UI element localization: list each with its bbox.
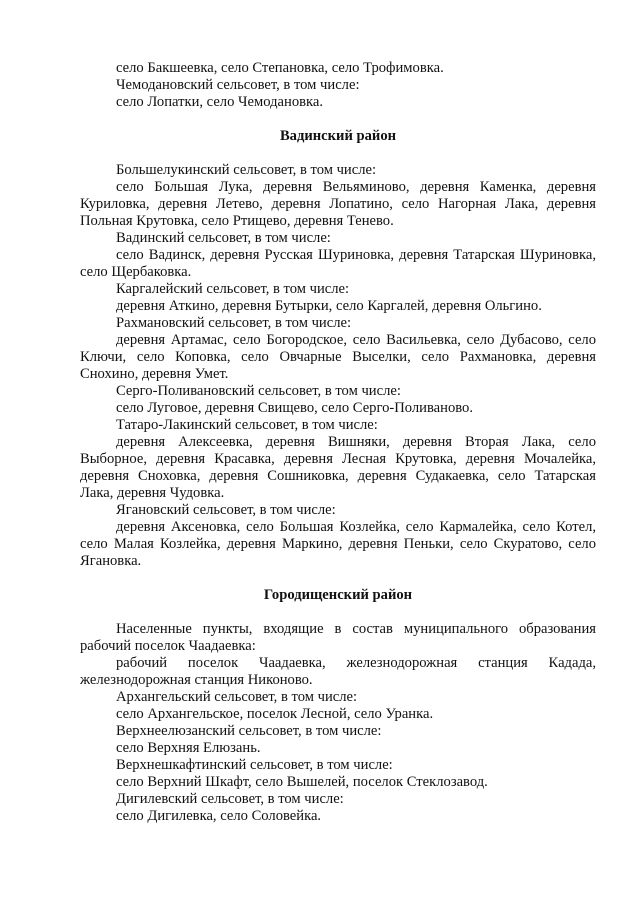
council-line: Дигилевский сельсовет, в том числе: bbox=[116, 791, 344, 807]
council-line: Большелукинский сельсовет, в том числе: bbox=[116, 162, 377, 178]
section-heading-gorodishchensky: Городищенский район bbox=[263, 587, 413, 603]
settlement-list: село Луговое, деревня Свищево, село Серго-Поливаново. bbox=[116, 400, 474, 416]
text-line: село Бакшеевка, село Степановка, село Трофимовка. bbox=[116, 60, 444, 76]
municipality-line: Населенные пункты, входящие в состав муниципального образования рабочий поселок Чаадаевка: bbox=[80, 621, 596, 654]
council-line: Татаро-Лакинский сельсовет, в том числе: bbox=[116, 417, 378, 433]
council-line: Вадинский сельсовет, в том числе: bbox=[116, 230, 331, 246]
text-line: село Лопатки, село Чемодановка. bbox=[116, 94, 324, 110]
settlement-list: село Верхний Шкафт, село Вышелей, поселок Стеклозавод. bbox=[116, 774, 488, 790]
council-line: Ягановский сельсовет, в том числе: bbox=[116, 502, 336, 518]
settlement-list: деревня Аткино, деревня Бутырки, село Каргалей, деревня Ольгино. bbox=[116, 298, 542, 314]
settlement-list: село Верхняя Елюзань. bbox=[116, 740, 261, 756]
settlement-list: село Архангельское, поселок Лесной, село Уранка. bbox=[116, 706, 434, 722]
settlement-list: село Дигилевка, село Соловейка. bbox=[116, 808, 322, 824]
settlement-list: рабочий поселок Чаадаевка, железнодорожная станция Кадада, железнодорожная станция Никоново. bbox=[80, 655, 596, 688]
document-page bbox=[80, 60, 596, 825]
text-line: Чемодановский сельсовет, в том числе: bbox=[116, 77, 360, 93]
settlement-list: деревня Артамас, село Богородское, село Васильевка, село Дубасово, село Ключи, село Коповка, село Овчарные Выселки, село Рахмановка, деревня Снохино, деревня Умет. bbox=[80, 332, 596, 382]
council-line: Серго-Поливановский сельсовет, в том числе: bbox=[116, 383, 401, 399]
council-line: Рахмановский сельсовет, в том числе: bbox=[116, 315, 352, 331]
settlement-list: село Вадинск, деревня Русская Шуриновка, деревня Татарская Шуриновка, село Щербаковка. bbox=[80, 247, 596, 280]
section-heading-vadinsky: Вадинский район bbox=[279, 128, 397, 144]
council-line: Верхнешкафтинский сельсовет, в том числе: bbox=[116, 757, 393, 773]
council-line: Верхнеелюзанский сельсовет, в том числе: bbox=[116, 723, 382, 739]
council-line: Архангельский сельсовет, в том числе: bbox=[116, 689, 358, 705]
council-line: Каргалейский сельсовет, в том числе: bbox=[116, 281, 350, 297]
settlement-list: деревня Аксеновка, село Большая Козлейка, село Кармалейка, село Котел, село Малая Козлейка, деревня Маркино, деревня Пеньки, село Скуратово, село Ягановка. bbox=[80, 519, 596, 569]
settlement-list: деревня Алексеевка, деревня Вишняки, деревня Вторая Лака, село Выборное, деревня Красавка, деревня Лесная Крутовка, деревня Мочалейка, деревня Сноховка, деревня Сошниковка, деревня Судакаевка, село Татарская Лака, деревня Чудовка. bbox=[80, 434, 596, 501]
settlement-list: село Большая Лука, деревня Вельяминово, деревня Каменка, деревня Куриловка, деревня Летево, деревня Лопатино, село Нагорная Лака, деревня Польная Крутовка, село Ртищево, деревня Тенево. bbox=[80, 179, 596, 229]
